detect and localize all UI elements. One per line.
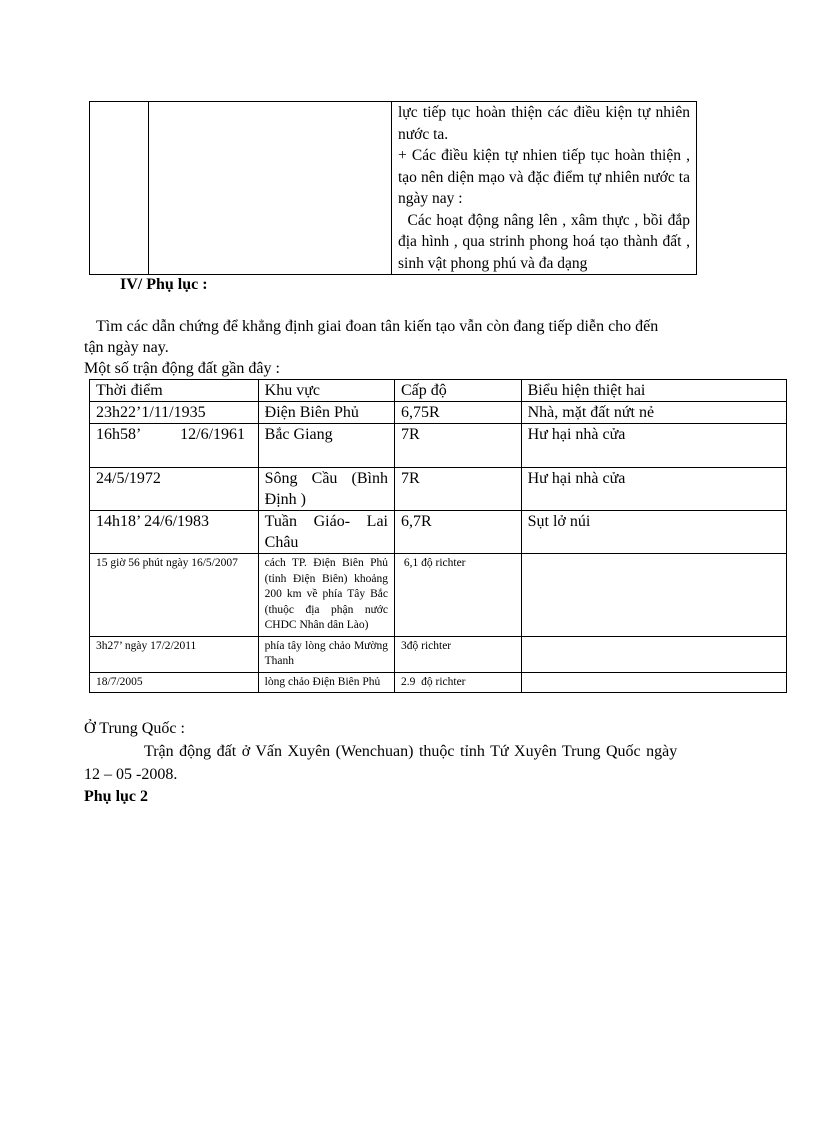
china-text-line: 12 – 05 -2008. (84, 766, 178, 783)
table-cell: Tuần Giáo- Lai Châu (258, 511, 394, 554)
table-cell: Sụt lở núi (521, 511, 786, 554)
table-cell: 6,1 độ richter (395, 554, 522, 637)
table-cell: 15 giờ 56 phút ngày 16/5/2007 (90, 554, 259, 637)
table-cell (521, 554, 786, 637)
table-cell: phía tây lòng chảo Mường Thanh (258, 636, 394, 672)
table-row (90, 424, 787, 468)
table-header-row (90, 380, 787, 402)
header-cell: Cấp độ (395, 380, 522, 402)
intro-text-line: Tìm các dẫn chứng để khẳng định giai đoan tân kiến tạo vẫn còn đang tiếp diễn cho đến (96, 318, 659, 335)
table-cell: 6,75R (395, 402, 522, 424)
table-cell: Điện Biên Phủ (258, 402, 394, 424)
table-caption: Một số trận động đất gần đây : (84, 360, 280, 377)
table-cell (521, 672, 786, 693)
table-row (90, 468, 787, 511)
table-cell: Hư hại nhà cửa (521, 424, 786, 468)
table-cell (521, 636, 786, 672)
header-cell: Khu vực (258, 380, 394, 402)
table-cell: 3h27’ ngày 17/2/2011 (90, 636, 259, 672)
table-row (90, 102, 697, 275)
table-cell: Nhà, mặt đất nứt nẻ (521, 402, 786, 424)
china-heading: Ở Trung Quốc : (84, 720, 185, 737)
table-cell: Hư hại nhà cửa (521, 468, 786, 511)
section-heading: IV/ Phụ lục : (120, 276, 208, 293)
table-row (90, 554, 787, 637)
table-cell: 18/7/2005 (90, 672, 259, 693)
table-cell: Sông Cầu (Bình Định ) (258, 468, 394, 511)
table-row (90, 636, 787, 672)
table-cell: 7R (395, 424, 522, 468)
empty-cell (149, 102, 392, 275)
table-cell: 23h22’1/11/1935 (90, 402, 259, 424)
table-cell: 24/5/1972 (90, 468, 259, 511)
empty-cell (90, 102, 149, 275)
table-cell: 14h18’ 24/6/1983 (90, 511, 259, 554)
table-cell: 6,7R (395, 511, 522, 554)
table-cell: 7R (395, 468, 522, 511)
intro-text-line: tận ngày nay. (84, 339, 169, 356)
appendix-heading: Phụ lục 2 (84, 788, 149, 805)
content-cell (392, 102, 697, 275)
header-cell: Thời điểm (90, 380, 259, 402)
table-cell: 16h58’ 12/6/1961 (90, 424, 259, 468)
earthquake-table (89, 379, 787, 693)
china-text-line: Trận động đất ở Vấn Xuyên (Wenchuan) thuộc tỉnh Tứ Xuyên Trung Quốc ngày (144, 743, 678, 760)
table-row (90, 672, 787, 693)
table-cell: cách TP. Điện Biên Phủ (tỉnh Điện Biên) khoảng 200 km về phía Tây Bắc (thuộc địa phận nước CHDC Nhân dân Lào) (258, 554, 394, 637)
table-row (90, 402, 787, 424)
continuation-table (89, 101, 697, 275)
paragraph: Các hoạt động nâng lên , xâm thực , bồi đắp địa hình , qua strinh phong hoá tạo thành đất , sinh vật phong phú và đa dạng (398, 211, 694, 272)
paragraph: lực tiếp tục hoàn thiện các điều kiện tự nhiên nước ta. (398, 104, 690, 143)
table-cell: 2.9 độ richter (395, 672, 522, 693)
table-cell: Bắc Giang (258, 424, 394, 468)
table-cell: 3độ richter (395, 636, 522, 672)
paragraph: + Các điều kiện tự nhien tiếp tục hoàn thiện , tạo nên diện mạo và đặc điểm tự nhiên nước ta ngày nay : (398, 147, 690, 207)
table-row (90, 511, 787, 554)
table-cell: lòng chảo Điện Biên Phủ (258, 672, 394, 693)
header-cell: Biểu hiện thiệt hai (521, 380, 786, 402)
